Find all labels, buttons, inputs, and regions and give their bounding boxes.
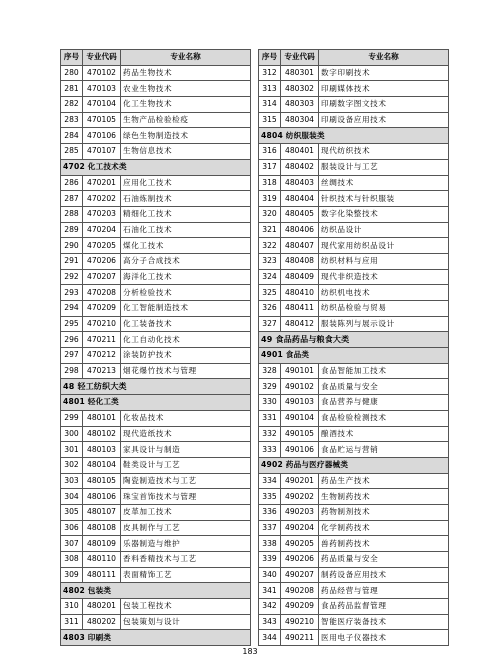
table-row xyxy=(61,175,251,191)
row-number: 320 xyxy=(259,206,281,222)
table-row xyxy=(61,316,251,332)
major-code: 470102 xyxy=(83,65,121,81)
category-row xyxy=(259,128,449,144)
major-name: 香料香精技术与工艺 xyxy=(121,552,251,568)
category-label: 4702 化工技术类 xyxy=(61,159,251,175)
major-code: 480111 xyxy=(83,567,121,583)
table-row xyxy=(259,395,449,411)
major-code: 480109 xyxy=(83,536,121,552)
table-row xyxy=(61,614,251,630)
major-name: 石油化工技术 xyxy=(121,222,251,238)
table-row xyxy=(259,426,449,442)
table-row xyxy=(259,285,449,301)
major-code: 490104 xyxy=(281,410,319,426)
major-code: 480106 xyxy=(83,489,121,505)
major-code: 470208 xyxy=(83,285,121,301)
major-name: 服装陈列与展示设计 xyxy=(319,316,449,332)
major-name: 食品质量与安全 xyxy=(319,379,449,395)
major-name: 化学制药技术 xyxy=(319,520,449,536)
major-name: 表面精饰工艺 xyxy=(121,567,251,583)
major-code: 490211 xyxy=(281,630,319,646)
table-row xyxy=(61,363,251,379)
major-code: 470107 xyxy=(83,144,121,160)
row-number: 325 xyxy=(259,285,281,301)
category-label: 4802 包装类 xyxy=(61,583,251,599)
table-row xyxy=(61,426,251,442)
major-code: 480202 xyxy=(83,614,121,630)
major-name: 生物信息技术 xyxy=(121,144,251,160)
category-row xyxy=(61,395,251,411)
row-number: 287 xyxy=(61,191,83,207)
major-code: 470103 xyxy=(83,81,121,97)
table-row xyxy=(259,536,449,552)
major-name: 生物制药技术 xyxy=(319,489,449,505)
major-code: 480108 xyxy=(83,520,121,536)
category-row xyxy=(259,457,449,473)
major-name: 酿酒技术 xyxy=(319,426,449,442)
row-number: 299 xyxy=(61,410,83,426)
major-name: 印刷媒体技术 xyxy=(319,81,449,97)
major-code: 480408 xyxy=(281,253,319,269)
major-code: 480401 xyxy=(281,144,319,160)
major-name: 食品智能加工技术 xyxy=(319,363,449,379)
major-name: 丝绸技术 xyxy=(319,175,449,191)
category-row xyxy=(259,348,449,364)
table-row xyxy=(259,630,449,646)
category-label: 4902 药品与医疗器械类 xyxy=(259,457,449,473)
major-code: 480411 xyxy=(281,301,319,317)
table-row xyxy=(259,442,449,458)
major-name: 纺织材料与应用 xyxy=(319,253,449,269)
table-row xyxy=(61,489,251,505)
row-number: 339 xyxy=(259,552,281,568)
table-row xyxy=(259,489,449,505)
major-code: 470106 xyxy=(83,128,121,144)
table-row xyxy=(259,175,449,191)
table-row xyxy=(259,253,449,269)
row-number: 316 xyxy=(259,144,281,160)
row-number: 334 xyxy=(259,473,281,489)
table-row xyxy=(61,410,251,426)
major-name: 制药设备应用技术 xyxy=(319,567,449,583)
table-row xyxy=(61,112,251,128)
row-number: 343 xyxy=(259,614,281,630)
row-number: 336 xyxy=(259,504,281,520)
major-code: 470213 xyxy=(83,363,121,379)
major-name: 针织技术与针织服装 xyxy=(319,191,449,207)
major-code: 470203 xyxy=(83,206,121,222)
major-name: 印刷设备应用技术 xyxy=(319,112,449,128)
major-code: 470205 xyxy=(83,238,121,254)
major-name: 皮具制作与工艺 xyxy=(121,520,251,536)
major-name: 纺织品检验与贸易 xyxy=(319,301,449,317)
category-label: 4801 轻化工类 xyxy=(61,395,251,411)
row-number: 294 xyxy=(61,301,83,317)
major-code: 470209 xyxy=(83,301,121,317)
major-name: 鞋类设计与工艺 xyxy=(121,457,251,473)
row-number: 323 xyxy=(259,253,281,269)
major-name: 兽药制药技术 xyxy=(319,536,449,552)
major-code: 470212 xyxy=(83,348,121,364)
major-name: 纺织机电技术 xyxy=(319,285,449,301)
row-number: 314 xyxy=(259,97,281,113)
row-number: 330 xyxy=(259,395,281,411)
major-code: 470210 xyxy=(83,316,121,332)
row-number: 310 xyxy=(61,599,83,615)
major-name: 珠宝首饰技术与管理 xyxy=(121,489,251,505)
row-number: 313 xyxy=(259,81,281,97)
major-name: 食品检验检测技术 xyxy=(319,410,449,426)
major-code: 470207 xyxy=(83,269,121,285)
major-name: 化工生物技术 xyxy=(121,97,251,113)
row-number: 284 xyxy=(61,128,83,144)
major-code: 490201 xyxy=(281,473,319,489)
table-row xyxy=(61,238,251,254)
row-number: 311 xyxy=(61,614,83,630)
major-code: 480409 xyxy=(281,269,319,285)
major-code: 470206 xyxy=(83,253,121,269)
table-row xyxy=(61,285,251,301)
row-number: 297 xyxy=(61,348,83,364)
category-row xyxy=(259,332,449,348)
right-table xyxy=(258,49,449,646)
row-number: 321 xyxy=(259,222,281,238)
major-code: 480301 xyxy=(281,65,319,81)
major-name: 包装策划与设计 xyxy=(121,614,251,630)
row-number: 281 xyxy=(61,81,83,97)
major-name: 现代家用纺织品设计 xyxy=(319,238,449,254)
left-table-body xyxy=(61,65,251,645)
row-number: 338 xyxy=(259,536,281,552)
category-label: 49 食品药品与粮食大类 xyxy=(259,332,449,348)
major-name: 药品生物技术 xyxy=(121,65,251,81)
row-number: 290 xyxy=(61,238,83,254)
major-code: 480103 xyxy=(83,442,121,458)
row-number: 312 xyxy=(259,65,281,81)
major-code: 490209 xyxy=(281,599,319,615)
table-row xyxy=(61,81,251,97)
table-row xyxy=(259,97,449,113)
major-code: 480412 xyxy=(281,316,319,332)
header-row xyxy=(61,50,251,66)
table-row xyxy=(61,191,251,207)
major-name: 精细化工技术 xyxy=(121,206,251,222)
major-code: 490207 xyxy=(281,567,319,583)
table-row xyxy=(259,520,449,536)
major-code: 470201 xyxy=(83,175,121,191)
row-number: 342 xyxy=(259,599,281,615)
category-label: 48 轻工纺织大类 xyxy=(61,379,251,395)
major-name: 农业生物技术 xyxy=(121,81,251,97)
header-no: 序号 xyxy=(259,50,281,66)
major-code: 480302 xyxy=(281,81,319,97)
row-number: 331 xyxy=(259,410,281,426)
table-row xyxy=(61,65,251,81)
major-code: 470104 xyxy=(83,97,121,113)
major-name: 生物产品检验检疫 xyxy=(121,112,251,128)
major-code: 490103 xyxy=(281,395,319,411)
table-row xyxy=(259,144,449,160)
table-row xyxy=(259,65,449,81)
major-name: 分析检验技术 xyxy=(121,285,251,301)
row-number: 319 xyxy=(259,191,281,207)
row-number: 285 xyxy=(61,144,83,160)
row-number: 344 xyxy=(259,630,281,646)
major-code: 470211 xyxy=(83,332,121,348)
row-number: 340 xyxy=(259,567,281,583)
table-row xyxy=(61,536,251,552)
right-table-body xyxy=(259,65,449,645)
row-number: 282 xyxy=(61,97,83,113)
major-name: 绿色生物制造技术 xyxy=(121,128,251,144)
row-number: 315 xyxy=(259,112,281,128)
row-number: 283 xyxy=(61,112,83,128)
row-number: 305 xyxy=(61,504,83,520)
category-row xyxy=(61,630,251,646)
table-row xyxy=(259,410,449,426)
table-row xyxy=(259,222,449,238)
table-row xyxy=(259,159,449,175)
table-row xyxy=(259,269,449,285)
major-name: 数字印刷技术 xyxy=(319,65,449,81)
table-row xyxy=(259,206,449,222)
major-code: 480410 xyxy=(281,285,319,301)
table-row xyxy=(259,238,449,254)
table-row xyxy=(61,567,251,583)
table-row xyxy=(61,269,251,285)
header-name: 专业名称 xyxy=(121,50,251,66)
major-name: 现代非织造技术 xyxy=(319,269,449,285)
header-row xyxy=(259,50,449,66)
row-number: 327 xyxy=(259,316,281,332)
header-code: 专业代码 xyxy=(281,50,319,66)
major-code: 490206 xyxy=(281,552,319,568)
major-name: 药品质量与安全 xyxy=(319,552,449,568)
row-number: 333 xyxy=(259,442,281,458)
row-number: 341 xyxy=(259,583,281,599)
major-name: 化工自动化技术 xyxy=(121,332,251,348)
major-name: 化工智能制造技术 xyxy=(121,301,251,317)
table-row xyxy=(259,583,449,599)
row-number: 292 xyxy=(61,269,83,285)
category-label: 4901 食品类 xyxy=(259,348,449,364)
row-number: 303 xyxy=(61,473,83,489)
major-code: 490102 xyxy=(281,379,319,395)
table-row xyxy=(61,552,251,568)
row-number: 300 xyxy=(61,426,83,442)
major-code: 470202 xyxy=(83,191,121,207)
row-number: 298 xyxy=(61,363,83,379)
table-row xyxy=(259,599,449,615)
major-code: 480107 xyxy=(83,504,121,520)
row-number: 329 xyxy=(259,379,281,395)
major-code: 490106 xyxy=(281,442,319,458)
major-name: 海洋化工技术 xyxy=(121,269,251,285)
table-row xyxy=(259,379,449,395)
row-number: 328 xyxy=(259,363,281,379)
row-number: 322 xyxy=(259,238,281,254)
row-number: 318 xyxy=(259,175,281,191)
header-code: 专业代码 xyxy=(83,50,121,66)
major-name: 医用电子仪器技术 xyxy=(319,630,449,646)
major-code: 490203 xyxy=(281,504,319,520)
table-row xyxy=(61,253,251,269)
table-row xyxy=(259,112,449,128)
table-row xyxy=(259,567,449,583)
table-row xyxy=(61,332,251,348)
major-code: 490210 xyxy=(281,614,319,630)
table-row xyxy=(61,599,251,615)
header-no: 序号 xyxy=(61,50,83,66)
category-label: 4803 印刷类 xyxy=(61,630,251,646)
table-row xyxy=(61,457,251,473)
row-number: 295 xyxy=(61,316,83,332)
major-name: 烟花爆竹技术与管理 xyxy=(121,363,251,379)
header-name: 专业名称 xyxy=(319,50,449,66)
major-code: 480201 xyxy=(83,599,121,615)
table-row xyxy=(61,348,251,364)
major-name: 药物制剂技术 xyxy=(319,504,449,520)
table-row xyxy=(61,504,251,520)
table-row xyxy=(259,614,449,630)
row-number: 288 xyxy=(61,206,83,222)
table-row xyxy=(61,520,251,536)
major-code: 480304 xyxy=(281,112,319,128)
major-name: 化妆品技术 xyxy=(121,410,251,426)
category-label: 4804 纺织服装类 xyxy=(259,128,449,144)
major-name: 家具设计与制造 xyxy=(121,442,251,458)
major-name: 包装工程技术 xyxy=(121,599,251,615)
major-name: 皮革加工技术 xyxy=(121,504,251,520)
row-number: 293 xyxy=(61,285,83,301)
major-code: 480110 xyxy=(83,552,121,568)
major-name: 应用化工技术 xyxy=(121,175,251,191)
left-table xyxy=(60,49,251,646)
major-code: 480105 xyxy=(83,473,121,489)
table-row xyxy=(259,552,449,568)
major-code: 480406 xyxy=(281,222,319,238)
major-name: 印刷数字图文技术 xyxy=(319,97,449,113)
row-number: 335 xyxy=(259,489,281,505)
major-code: 480402 xyxy=(281,159,319,175)
major-code: 480405 xyxy=(281,206,319,222)
major-name: 纺织品设计 xyxy=(319,222,449,238)
table-row xyxy=(259,473,449,489)
major-code: 480404 xyxy=(281,191,319,207)
major-name: 数字化染整技术 xyxy=(319,206,449,222)
table-row xyxy=(259,301,449,317)
major-code: 480102 xyxy=(83,426,121,442)
major-code: 490101 xyxy=(281,363,319,379)
major-name: 高分子合成技术 xyxy=(121,253,251,269)
table-row xyxy=(61,128,251,144)
major-code: 470204 xyxy=(83,222,121,238)
page-number: 183 xyxy=(242,647,258,656)
row-number: 286 xyxy=(61,175,83,191)
major-code: 480303 xyxy=(281,97,319,113)
major-code: 490208 xyxy=(281,583,319,599)
row-number: 301 xyxy=(61,442,83,458)
row-number: 326 xyxy=(259,301,281,317)
major-name: 智能医疗装备技术 xyxy=(319,614,449,630)
major-code: 490105 xyxy=(281,426,319,442)
major-name: 乐器制造与维护 xyxy=(121,536,251,552)
table-row xyxy=(61,206,251,222)
major-name: 石油炼制技术 xyxy=(121,191,251,207)
row-number: 324 xyxy=(259,269,281,285)
major-name: 食品营养与健康 xyxy=(319,395,449,411)
major-code: 480403 xyxy=(281,175,319,191)
major-name: 现代纺织技术 xyxy=(319,144,449,160)
table-row xyxy=(259,363,449,379)
major-name: 食品药品监督管理 xyxy=(319,599,449,615)
major-code: 480407 xyxy=(281,238,319,254)
table-row xyxy=(259,504,449,520)
row-number: 308 xyxy=(61,552,83,568)
row-number: 296 xyxy=(61,332,83,348)
major-name: 化工装备技术 xyxy=(121,316,251,332)
table-row xyxy=(259,316,449,332)
major-name: 服装设计与工艺 xyxy=(319,159,449,175)
major-name: 陶瓷制造技术与工艺 xyxy=(121,473,251,489)
table-row xyxy=(259,81,449,97)
row-number: 306 xyxy=(61,520,83,536)
table-row xyxy=(61,301,251,317)
table-row xyxy=(61,442,251,458)
row-number: 309 xyxy=(61,567,83,583)
table-row xyxy=(61,144,251,160)
row-number: 317 xyxy=(259,159,281,175)
major-name: 食品贮运与营销 xyxy=(319,442,449,458)
row-number: 307 xyxy=(61,536,83,552)
major-code: 470105 xyxy=(83,112,121,128)
row-number: 337 xyxy=(259,520,281,536)
category-row xyxy=(61,159,251,175)
major-code: 490202 xyxy=(281,489,319,505)
table-row xyxy=(259,191,449,207)
category-row xyxy=(61,583,251,599)
row-number: 289 xyxy=(61,222,83,238)
table-row xyxy=(61,473,251,489)
major-name: 煤化工技术 xyxy=(121,238,251,254)
major-code: 490205 xyxy=(281,536,319,552)
row-number: 304 xyxy=(61,489,83,505)
table-row xyxy=(61,222,251,238)
major-name: 药品生产技术 xyxy=(319,473,449,489)
major-name: 涂装防护技术 xyxy=(121,348,251,364)
major-name: 药品经营与管理 xyxy=(319,583,449,599)
category-row xyxy=(61,379,251,395)
row-number: 332 xyxy=(259,426,281,442)
row-number: 280 xyxy=(61,65,83,81)
major-name: 现代造纸技术 xyxy=(121,426,251,442)
row-number: 302 xyxy=(61,457,83,473)
major-code: 480104 xyxy=(83,457,121,473)
major-code: 480101 xyxy=(83,410,121,426)
row-number: 291 xyxy=(61,253,83,269)
major-code: 490204 xyxy=(281,520,319,536)
table-row xyxy=(61,97,251,113)
